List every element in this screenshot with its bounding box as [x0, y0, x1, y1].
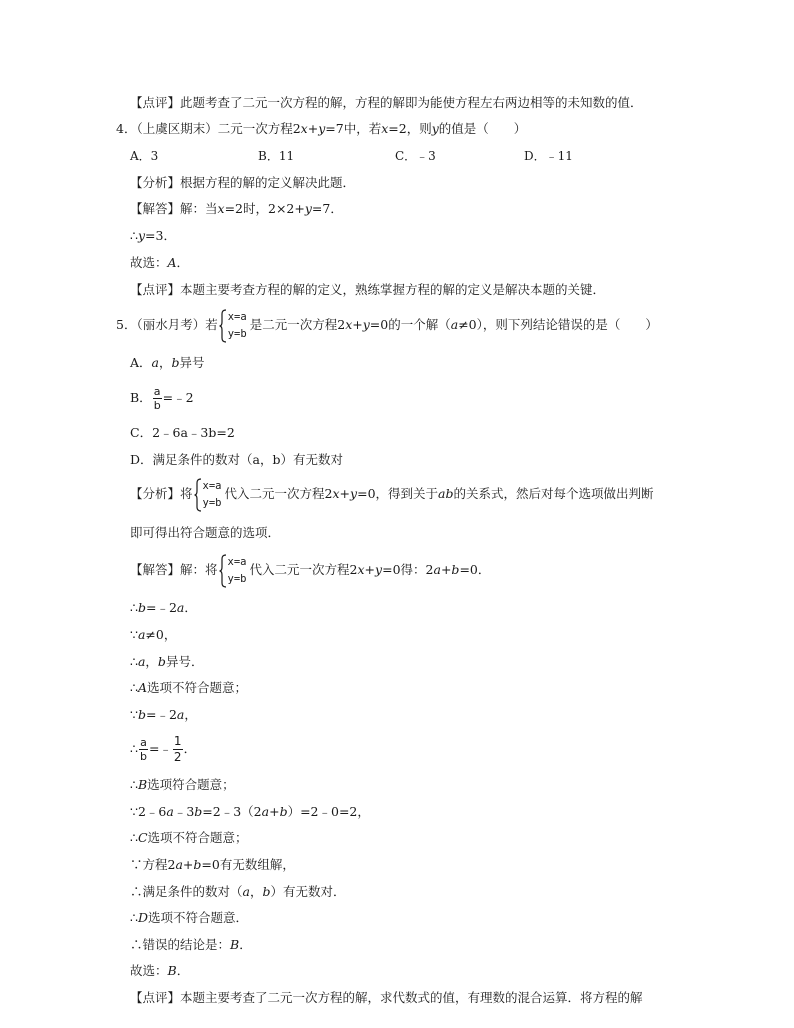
q5-analysis-cont: 即可得出符合题意的选项．: [130, 525, 281, 540]
fraction-a-over-b: $\frac{a}{b}$: [153, 385, 161, 412]
final-comment: 【点评】本题主要考查了二元一次方程的解，求代数式的值，有理数的混合运算．将方程的解: [130, 990, 643, 1005]
equation-system: x=a y=b: [194, 478, 224, 512]
q4-option-a: A．3: [130, 149, 159, 163]
fraction-a-over-b: $\frac{a}{b}$: [139, 736, 147, 763]
q4-solution: 【解答】解：当x=2时，2×2+y=7．: [130, 201, 343, 216]
step-13: ∴错误的结论是：B．: [130, 937, 252, 952]
equation-system: x=a y=b: [219, 309, 249, 343]
step-4: ∴A选项不符合题意；: [130, 680, 247, 695]
comment-line-q3: 【点评】此题考查了二元一次方程的解，方程的解即为能使方程左右两边相等的未知数的值．: [130, 95, 643, 110]
q4-option-d: D．﹣11: [524, 149, 573, 163]
question-5-stem: 5．（丽水月考）若 x=a y=b 是二元一次方程2x+y=0的一个解（a≠0），则下列结论错误的是（ ）: [116, 308, 658, 342]
step-5: ∵b=﹣2a，: [130, 707, 197, 722]
step-14: 故选：B．: [130, 963, 190, 978]
q4-choose: 故选：A．: [130, 255, 190, 270]
step-7: ∴B选项符合题意；: [130, 777, 235, 792]
fraction-one-half: $\frac{1}{2}$: [173, 734, 182, 764]
question-4-stem: 4．（上虞区期末）二元一次方程2x+y=7中，若x=2，则y的值是（ ）: [116, 121, 527, 136]
q5-option-d: D．满足条件的数对（a，b）有无数对: [130, 452, 343, 467]
step-11: ∴满足条件的数对（a，b）有无数对．: [130, 884, 346, 899]
brace-icon: [194, 478, 202, 512]
q5-option-b: B． $\frac{a}{b}$ =﹣2: [130, 385, 194, 412]
q5-option-a: A．a，b异号: [130, 355, 205, 370]
brace-icon: [219, 554, 227, 588]
q5-analysis: 【分析】将 x=a y=b 代入二元一次方程2x+y=0，得到关于ab的关系式，然后对每个选项做出判断: [130, 477, 654, 511]
step-1: ∴b=﹣2a．: [130, 600, 197, 615]
q5-solution: 【解答】解：将 x=a y=b 代入二元一次方程2x+y=0得：2a+b=0．: [130, 553, 490, 587]
step-6: ∴ $\frac{a}{b}$ =﹣ $\frac{1}{2}$ ．: [130, 734, 197, 764]
equation-system: x=a y=b: [219, 554, 249, 588]
step-9: ∴C选项不符合题意；: [130, 830, 248, 845]
step-3: ∴a，b异号．: [130, 654, 204, 669]
q4-comment: 【点评】本题主要考查方程的解的定义，熟练掌握方程的解的定义是解决本题的关键．: [130, 282, 606, 297]
step-2: ∵a≠0，: [130, 627, 177, 642]
step-12: ∴D选项不符合题意．: [130, 910, 248, 925]
q4-analysis: 【分析】根据方程的解的定义解决此题．: [130, 175, 356, 190]
step-10: ∵方程2a+b=0有无数组解，: [130, 857, 295, 872]
q4-therefore: ∴y=3．: [130, 228, 176, 243]
q4-option-c: C．﹣3: [395, 149, 436, 163]
q4-option-b: B．11: [258, 149, 295, 163]
q5-option-c: C．2﹣6a﹣3b=2: [130, 425, 235, 440]
step-8: ∵2﹣6a﹣3b=2﹣3（2a+b）=2﹣0=2，: [130, 804, 370, 819]
brace-icon: [219, 309, 227, 343]
